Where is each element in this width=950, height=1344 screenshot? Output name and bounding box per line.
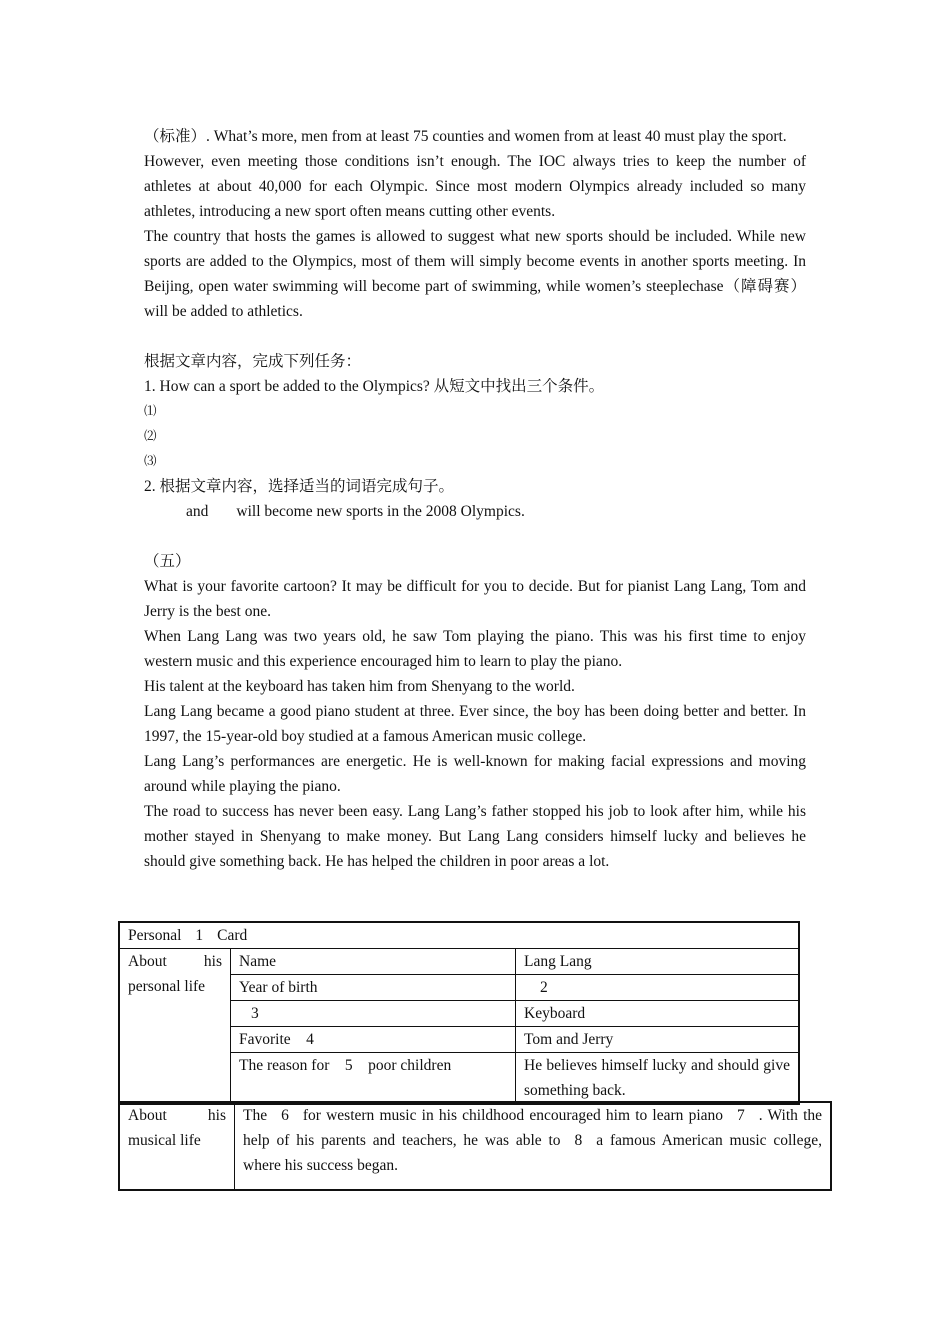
card-cell: Lang Lang [516,949,800,975]
card-cell-musical [235,1102,832,1190]
card-cell: He believes himself lucky and should give something back. [516,1053,800,1105]
answer-slot-3: ⑶ [144,454,157,468]
question-2-sentence [144,499,806,524]
musical-life-table [118,1101,832,1191]
question-2-rest: will become new sports in the 2008 Olympics. [236,503,525,520]
paragraph: However, even meeting those conditions isn’t enough. The IOC always tries to keep the number of athletes at about 40,000 for each Olympic. Since most modern Olympics already included so many athletes, introducing a new sport often means cutting other events. [144,153,806,220]
card-title-b: Card [217,927,248,944]
card-cell: The reason for 5 poor children [231,1053,516,1105]
card-cell: Favorite 4 [231,1027,516,1053]
blank-7: 7 [737,1107,745,1124]
question-2-and: and [186,503,209,520]
blank-1: 1 [195,927,204,944]
answer-slot-2: ⑵ [144,429,157,443]
card-cell: 2 [516,975,800,1001]
card-cell: Keyboard [516,1001,800,1027]
card-title-a: Personal [128,927,182,944]
card-cell: Name [231,949,516,975]
task-heading: 根据文章内容，完成下列任务： [144,353,362,370]
paragraph: （标准）. What’s more, men from at least 75 counties and women from at least 40 must play the sport. [144,128,787,145]
personal-card-table [118,921,800,1105]
blank-8: 8 [574,1132,583,1149]
card-cell: 3 [231,1001,516,1027]
question-2: 2. 根据文章内容，选择适当的词语完成句子。 [144,478,455,495]
paragraph: When Lang Lang was two years old, he saw Tom playing the piano. This was his first time to enjoy western music and this experience encouraged him to learn to play the piano. [144,628,806,670]
card-cell: Tom and Jerry [516,1027,800,1053]
text: a famous American music college, where his success began. [243,1132,823,1174]
text: The [243,1107,268,1124]
blank-6: 6 [281,1107,289,1124]
card-title [119,922,799,949]
paragraph: Lang Lang became a good piano student at three. Ever since, the boy has been doing better and better. In 1997, the 15-year-old boy studied at a famous American music college. [144,703,806,745]
paragraph: The country that hosts the games is allowed to suggest what new sports should be included. While new sports are added to the Olympics, most of them will simply become events in another sports meeting. In Beijing, open water swimming will become part of swimming, while women’s steeplechase（障碍赛）will be added to athletics. [144,228,806,320]
paragraph: What is your favorite cartoon? It may be difficult for you to decide. But for pianist Lang Lang, Tom and Jerry is the best one. [144,578,806,620]
question-1: 1. How can a sport be added to the Olympics? 从短文中找出三个条件。 [144,378,605,395]
text: . With the help of his parents and teachers, he was able to [243,1107,823,1149]
group-personal-life: About his personal life [119,949,231,1105]
paragraph: The road to success has never been easy. Lang Lang’s father stopped his job to look after him, while his mother stayed in Shenyang to make money. But Lang Lang considers himself lucky and believes he should give something back. He has helped the children in poor areas a lot. [144,803,806,870]
text: for western music in his childhood encouraged him to learn piano [302,1107,724,1124]
paragraph: Lang Lang’s performances are energetic. He is well-known for making facial expressions and moving around while playing the piano. [144,753,806,795]
paragraph: His talent at the keyboard has taken him from Shenyang to the world. [144,678,575,695]
section-label: （五） [144,553,191,570]
group-musical-life: About his musical life [119,1102,235,1190]
answer-slot-1: ⑴ [144,404,157,418]
card-cell: Year of birth [231,975,516,1001]
document-body [144,124,806,874]
